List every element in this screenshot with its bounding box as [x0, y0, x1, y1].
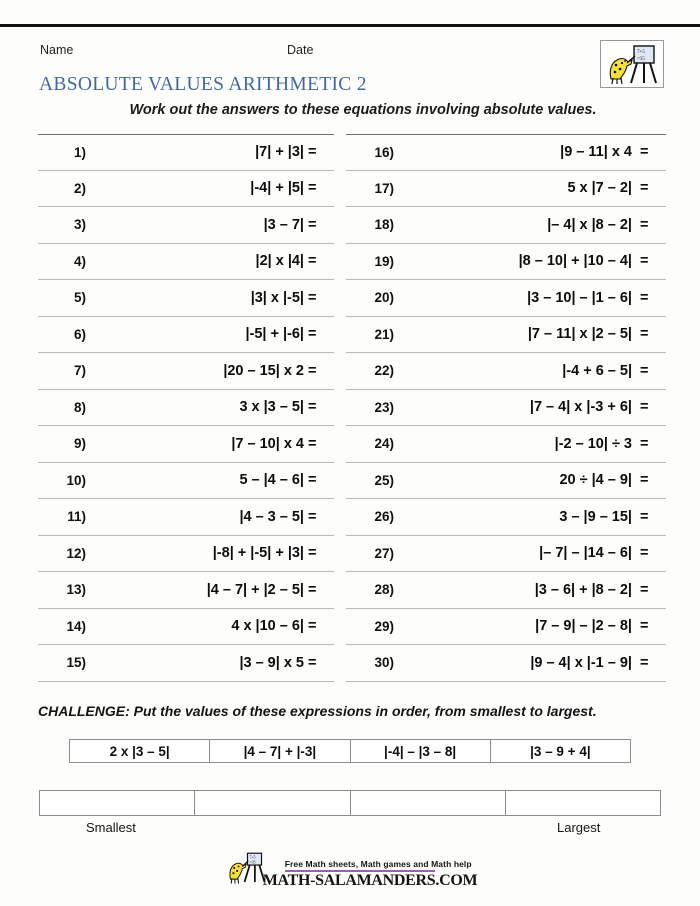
question-expression: |9 – 4| x |-1 – 9|: [530, 654, 632, 671]
challenge-answer-cell[interactable]: [506, 791, 660, 815]
question-number: 17): [374, 180, 394, 196]
equals-sign: =: [308, 618, 317, 635]
question-expression: |4 – 7| + |2 – 5|: [206, 581, 304, 598]
equals-sign: =: [640, 581, 649, 598]
question-number: 29): [374, 618, 394, 634]
challenge-answer-cell[interactable]: [351, 791, 506, 815]
equals-sign: =: [640, 144, 649, 161]
page-title: ABSOLUTE VALUES ARITHMETIC 2: [39, 74, 367, 95]
question-row: [38, 499, 334, 536]
question-row: [346, 207, 666, 244]
equals-sign: =: [640, 399, 649, 416]
question-row: [346, 353, 666, 390]
question-row: [38, 207, 334, 244]
equals-sign: =: [308, 144, 317, 161]
question-expression: |2| x |4|: [255, 253, 304, 270]
equals-sign: =: [308, 216, 317, 233]
question-number: 2): [73, 180, 86, 196]
question-expression: |7 – 4| x |-3 + 6|: [529, 399, 632, 416]
equals-sign: =: [308, 362, 317, 379]
question-number: 21): [374, 326, 394, 342]
question-number: 28): [374, 582, 394, 598]
equals-sign: =: [308, 654, 317, 671]
svg-text:=35: =35: [249, 860, 256, 865]
salamander-whiteboard-icon: [600, 40, 664, 88]
equals-sign: =: [640, 253, 649, 270]
question-number: 24): [374, 436, 394, 452]
question-expression: |8 – 10| + |10 – 4|: [518, 253, 632, 270]
question-expression: |7 – 10| x 4: [231, 435, 304, 452]
question-number: 8): [73, 399, 86, 415]
question-number: 16): [374, 144, 394, 160]
challenge-answer-cell[interactable]: [40, 791, 195, 815]
equals-sign: =: [640, 618, 649, 635]
question-number: 3): [73, 217, 86, 233]
question-number: 13): [66, 582, 86, 598]
question-expression: |– 7| – |14 – 6|: [539, 545, 632, 562]
svg-text:=35: =35: [637, 57, 645, 62]
challenge-expressions-row: [69, 739, 631, 763]
equals-sign: =: [308, 508, 317, 525]
question-row: [346, 317, 666, 354]
question-expression: |4 – 3 – 5|: [239, 508, 304, 525]
question-row: [38, 609, 334, 646]
equals-sign: =: [308, 289, 317, 306]
question-expression: |3 – 7|: [263, 216, 304, 233]
question-expression: |-2 – 10| ÷ 3: [554, 435, 632, 452]
question-row: [38, 536, 334, 573]
question-expression: |– 4| x |8 – 2|: [547, 216, 632, 233]
equals-sign: =: [640, 545, 649, 562]
equals-sign: =: [308, 326, 317, 343]
questions-column-left: [38, 134, 334, 682]
question-expression: |7| + |3|: [255, 144, 304, 161]
question-expression: |7 – 9| – |2 – 8|: [535, 618, 632, 635]
question-number: 23): [374, 399, 394, 415]
worksheet-header: [0, 34, 700, 130]
question-row: [346, 390, 666, 427]
question-number: 19): [374, 253, 394, 269]
question-expression: 3 x |3 – 5|: [239, 399, 304, 416]
question-expression: |-4| + |5|: [250, 180, 304, 197]
name-label: Name: [40, 43, 74, 57]
question-number: 5): [73, 290, 86, 306]
challenge-expression-cell: |3 – 9 + 4|: [530, 743, 591, 759]
question-number: 6): [73, 326, 86, 342]
question-row: [38, 280, 334, 317]
questions-column-right: [346, 134, 666, 682]
question-row: [346, 609, 666, 646]
equals-sign: =: [640, 362, 649, 379]
question-expression: |9 – 11| x 4: [560, 144, 632, 161]
question-number: 22): [374, 363, 394, 379]
question-number: 30): [374, 655, 394, 671]
question-number: 9): [73, 436, 86, 452]
equals-sign: =: [640, 180, 649, 197]
challenge-answer-cell[interactable]: [195, 791, 350, 815]
question-number: 11): [67, 509, 86, 525]
question-row: [38, 134, 334, 171]
question-number: 27): [374, 545, 394, 561]
page-footer: [0, 848, 700, 892]
smallest-label: Smallest: [86, 820, 136, 835]
equals-sign: =: [640, 326, 649, 343]
question-row: [346, 280, 666, 317]
date-label: Date: [287, 43, 314, 57]
question-number: 14): [66, 618, 86, 634]
question-number: 7): [73, 363, 86, 379]
question-number: 12): [66, 545, 86, 561]
svg-text:7+5: 7+5: [637, 50, 645, 55]
question-expression: 20 ÷ |4 – 9|: [559, 472, 632, 489]
question-row: [38, 645, 334, 682]
question-number: 25): [374, 472, 394, 488]
question-expression: |20 – 15| x 2: [223, 362, 304, 379]
question-number: 20): [374, 290, 394, 306]
challenge-answer-boxes: [39, 790, 661, 816]
challenge-expression-cell: 2 x |3 – 5|: [70, 740, 210, 762]
question-row: [346, 244, 666, 281]
page-subtitle: Work out the answers to these equations involving absolute values.: [129, 102, 597, 118]
question-row: [38, 171, 334, 208]
question-expression: 4 x |10 – 6|: [231, 618, 304, 635]
equals-sign: =: [640, 216, 649, 233]
challenge-expression-cell: |4 – 7| + |-3|: [210, 740, 350, 762]
question-expression: |-5| + |-6|: [245, 326, 304, 343]
question-expression: |3 – 10| – |1 – 6|: [527, 289, 632, 306]
equals-sign: =: [640, 435, 649, 452]
largest-label: Largest: [557, 820, 601, 835]
question-row: [38, 426, 334, 463]
question-number: 18): [374, 217, 394, 233]
equals-sign: =: [308, 472, 317, 489]
question-row: [38, 572, 334, 609]
question-number: 15): [66, 655, 86, 671]
question-row: [346, 426, 666, 463]
question-row: [38, 390, 334, 427]
question-row: [346, 645, 666, 682]
question-number: 1): [73, 144, 86, 160]
question-expression: |-4 + 6 – 5|: [562, 362, 632, 379]
equals-sign: =: [640, 654, 649, 671]
question-row: [38, 244, 334, 281]
question-row: [38, 463, 334, 500]
footer-tagline: Free Math sheets, Math games and Math help: [284, 859, 472, 869]
question-row: [346, 134, 666, 171]
equals-sign: =: [308, 545, 317, 562]
equals-sign: =: [640, 289, 649, 306]
equals-sign: =: [308, 253, 317, 270]
challenge-expression-cell: |-4| – |3 – 8|: [351, 740, 491, 762]
question-row: [38, 353, 334, 390]
svg-text:7+5: 7+5: [249, 854, 256, 859]
question-expression: 5 – |4 – 6|: [239, 472, 304, 489]
question-number: 26): [374, 509, 394, 525]
question-row: [346, 536, 666, 573]
question-row: [38, 317, 334, 354]
footer-brand: MATH-SALAMANDERS.COM: [262, 871, 478, 889]
question-number: 4): [73, 253, 86, 269]
question-expression: |3| x |-5|: [250, 289, 304, 306]
question-expression: |-8| + |-5| + |3|: [212, 545, 304, 562]
challenge-instruction: CHALLENGE: Put the values of these expressions in order, from smallest to largest.: [38, 703, 597, 719]
question-expression: 5 x |7 – 2|: [567, 180, 632, 197]
equals-sign: =: [640, 472, 649, 489]
equals-sign: =: [308, 399, 317, 416]
question-row: [346, 499, 666, 536]
question-expression: 3 – |9 – 15|: [559, 508, 632, 525]
question-expression: |3 – 6| + |8 – 2|: [534, 581, 632, 598]
question-row: [346, 463, 666, 500]
equals-sign: =: [640, 508, 649, 525]
question-expression: |7 – 11| x |2 – 5|: [527, 326, 632, 343]
question-row: [346, 572, 666, 609]
question-number: 10): [66, 472, 86, 488]
page-top-rule: [0, 24, 700, 27]
equals-sign: =: [308, 435, 317, 452]
question-expression: |3 – 9| x 5: [239, 654, 304, 671]
equals-sign: =: [308, 180, 317, 197]
equals-sign: =: [308, 581, 317, 598]
question-row: [346, 171, 666, 208]
